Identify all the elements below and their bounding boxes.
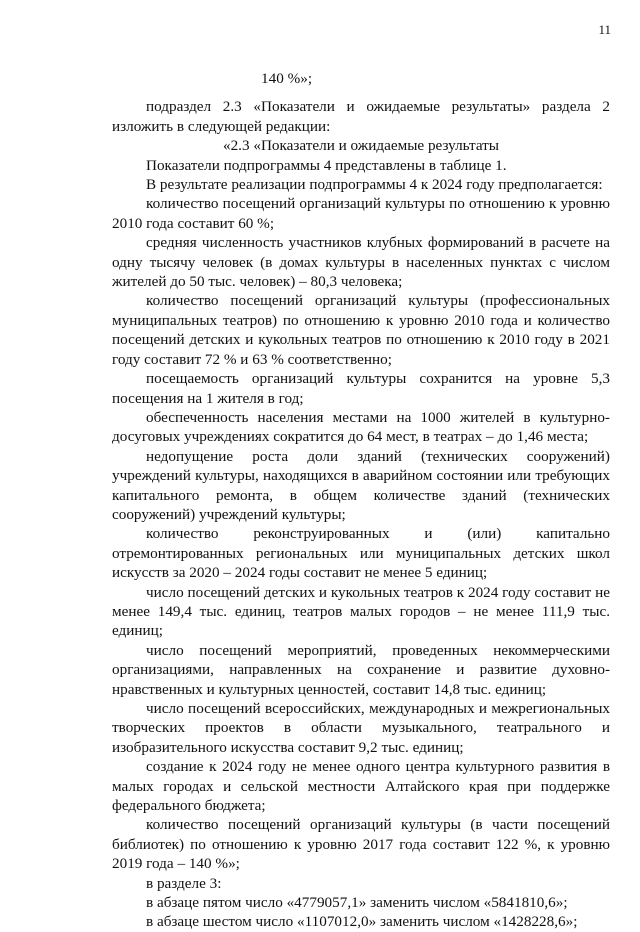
- paragraph-quote-end: 140 %»;: [261, 70, 313, 87]
- paragraph-section-3: в разделе 3:: [146, 874, 222, 892]
- paragraph-subsection-instruction: подраздел 2.3 «Показатели и ожидаемые результаты» раздела 2 изложить в следующей редакции:: [112, 98, 610, 135]
- paragraph: средняя численность участников клубных формирований в расчете на одну тысячу человек (в домах культуры в населенных пунктах с числом жителей до 50 тыс. человек) – 80,3 человека;: [112, 234, 610, 291]
- paragraph: число посещений всероссийских, международных и межрегиональных творческих проектов в области музыкального, театрального и изобразительного искусства составит 9,2 тыс. единиц;: [112, 700, 610, 756]
- paragraph: количество реконструированных и (или) капитально отремонтированных региональных или муниципальных детских школ искусств за 2020 – 2024 годы составит не менее 5 единиц;: [112, 525, 610, 582]
- paragraph: число посещений мероприятий, проведенных некоммерческими организациями, направленных на сохранение и развитие духовно-нравственных и культурных ценностей, составит 14,8 тыс. единиц;: [112, 641, 610, 698]
- paragraph-amendment-5: в абзаце пятом число «4779057,1» заменить числом «5841810,6»;: [146, 894, 568, 912]
- paragraph: обеспеченность населения местами на 1000 жителей в культурно-досуговых учреждениях сократится до 64 мест, в театрах – до 1,46 места;: [112, 408, 610, 446]
- paragraph: недопущение роста доли зданий (технических сооружений) учреждений культуры, находящихся в аварийном состоянии или требующих капитального ремонта, в общем количестве зданий (технических сооружений) учреждений культуры;: [112, 447, 610, 523]
- paragraph: число посещений детских и кукольных театров к 2024 году составит не менее 149,4 тыс. единиц, театров малых городов – не менее 111,9 тыс. единиц;: [112, 583, 610, 640]
- document-body: [112, 69, 610, 932]
- paragraph-amendment-6: в абзаце шестом число «1107012,0» заменить числом «1428228,6»;: [146, 913, 578, 931]
- paragraph: количество посещений организаций культуры по отношению к уровню 2010 года составит 60 %;: [112, 195, 610, 232]
- paragraph: Показатели подпрограммы 4 представлены в таблице 1.: [146, 156, 507, 174]
- paragraph: В результате реализации подпрограммы 4 к 2024 году предполагается:: [146, 176, 603, 194]
- paragraph: количество посещений организаций культуры (профессиональных муниципальных театров) по отношению к уровню 2010 года и количество посещений детских и кукольных театров по отношению к 2010 году в 2021 году составит 72 % и 63 % соответственно;: [112, 292, 610, 368]
- section-heading: «2.3 «Показатели и ожидаемые результаты: [222, 137, 500, 155]
- paragraph: количество посещений организаций культуры (в части посещений библиотек) по отношению к уровню 2017 года составит 122 %, к уровню 2019 года – 140 %»;: [112, 816, 610, 873]
- paragraph: создание к 2024 году не менее одного центра культурного развития в малых городах и сельской местности Алтайского края при поддержке федерального бюджета;: [112, 758, 610, 815]
- page-number: 11: [598, 22, 611, 37]
- paragraph: посещаемость организаций культуры сохранится на уровне 5,3 посещения на 1 жителя в год;: [112, 370, 610, 407]
